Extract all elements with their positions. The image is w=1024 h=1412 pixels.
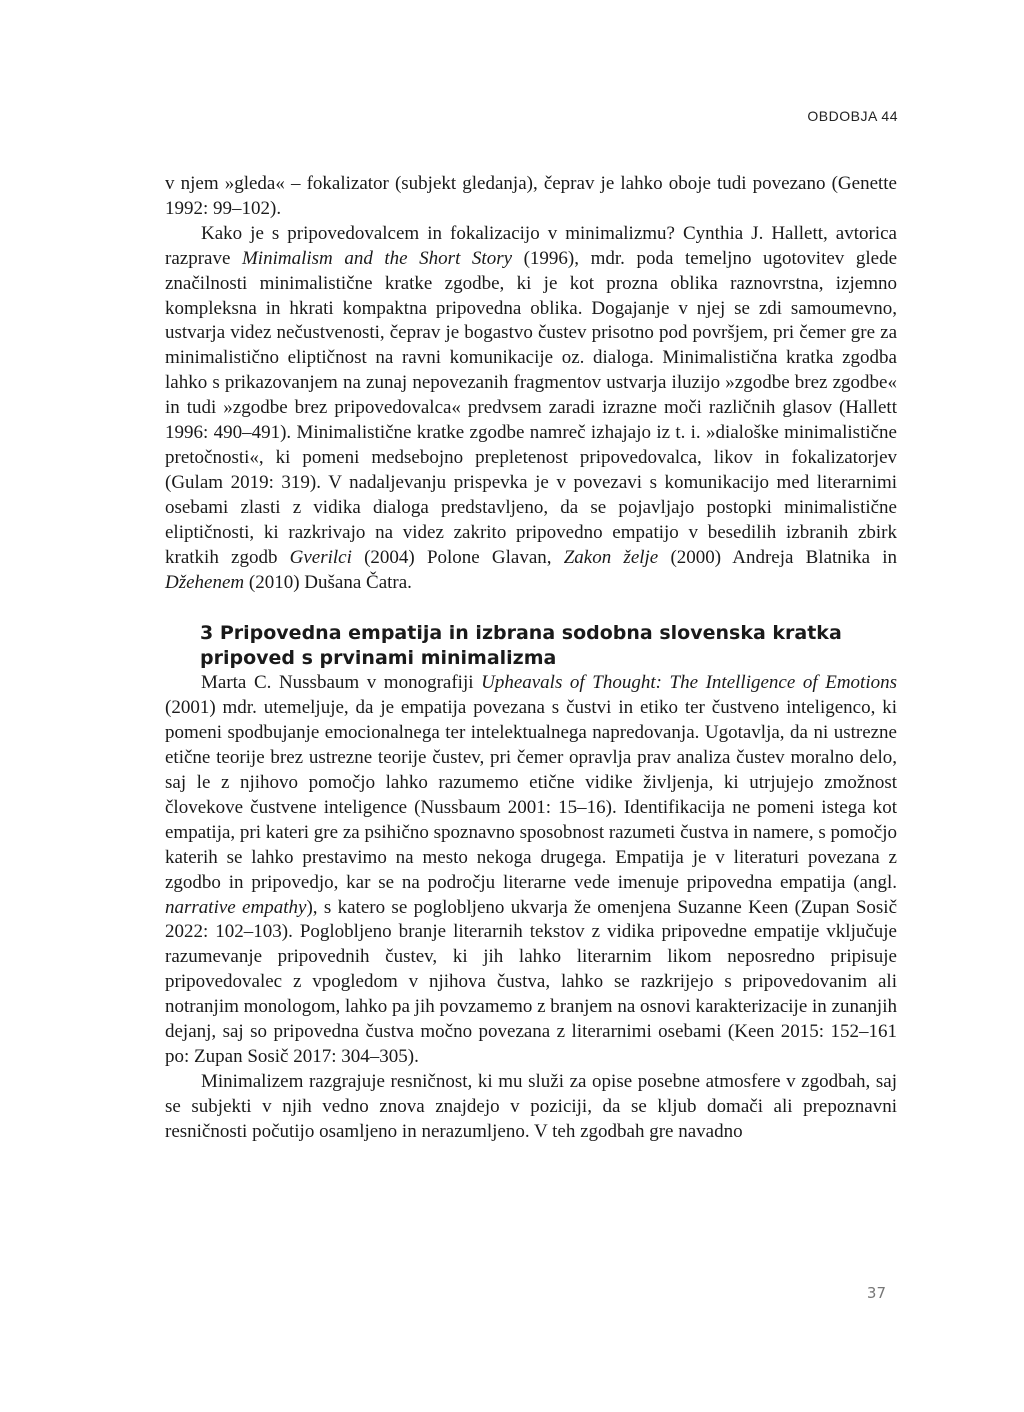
paragraph-3: Marta C. Nussbaum v monografiji Upheavals of Thought: The Intelligence of Emotions (2001) mdr. utemeljuje, da je empatija povezana s čustvi in etiko ter čustveno inteligenco, ki pomeni spodbujanje emocionalnega ter intelektualnega napredovanja. Ugotavlja, da ni ustrezne etične teorije brez ustrezne teorije čustev, pri čemer opravlja prav analiza čustev moralno delo, saj le z njihovo pomočjo lahko razumemo etične vidike življenja, ki utrjujejo zmožnost človekove čustvene inteligence (Nussbaum 2001: 15–16). Identifikacija ne pomeni istega kot empatija, pri kateri gre za psihično spoznavno sposobnost razumeti čustva in namere, s pomočjo katerih se lahko prestavimo na mesto nekoga drugega. Empatija je v literaturi povezana z zgodbo in pripovedjo, kar se na področju literarne vede imenuje pripovedna empatija (angl. narrative empathy), s katero se poglobljeno ukvarja že omenjena Suzanne Keen (Zupan Sosič 2022: 102–103). Poglobljeno branje literarnih tekstov z vidika pripovedne empatije vključuje razumevanje pripovednih čustev, ki jih lahko literarnim likom neposredno pripisuje pripovedovalec z vpogledom v njihova čustva, lahko se razkrijejo s pripovedovanim ali notranjim monologom, lahko pa jih povzamemo z branjem na osnovi karakterizacije in zunanjih dejanj, saj so pripovedna čustva močno povezana z literarnimi osebami (Keen 2015: 152–161 po: Zupan Sosič 2017: 304–305). [165,672,898,1067]
section-heading: 3 Pripovedna empatija in izbrana sodobna slovenska kratka pripoved s prvinami minimalizma [200,622,842,670]
book-title-dzehenem: Džehenem [165,571,245,593]
page-number: 37 [866,1284,886,1302]
term-narrative-empathy: narrative empathy [165,896,307,918]
paragraph-1: v njem »gleda« – fokalizator (subjekt gledanja), čeprav je lahko oboje tudi povezano (Genette 1992: 99–102). [165,173,897,219]
paragraph-4: Minimalizem razgrajuje resničnost, ki mu služi za opise posebne atmosfere v zgodbah, saj se subjekti v njih vedno znova znajdejo v poziciji, da se kljub domači ali prepoznavni resničnosti počutijo osamljeno in nerazumljeno. V teh zgodbah gre navadno [165,1070,897,1142]
book-title-upheavals: Upheavals of Thought: The Intelligence of Emotions [481,672,897,694]
book-title-zakon-zelje: Zakon želje [563,546,659,568]
running-head: OBDOBJA 44 [807,108,898,124]
book-title-gverilci: Gverilci [289,546,352,568]
paragraph-2: Kako je s pripovedovalcem in fokalizacijo v minimalizmu? Cynthia J. Hallett, avtorica razprave Minimalism and the Short Story (1996), mdr. poda temeljno ugotovitev glede značilnosti minimalistične kratke zgodbe, ki je kot prozna oblika raznovrstna, izjemno kompleksna in hkrati kompaktna pripovedna oblika. Dogajanje v njej se zdi samoumevno, ustvarja videz nečustvenosti, čeprav je bogastvo čustev prisotno pod površjem, pri čemer gre za minimalistično eliptičnost na ravni komunikacije oz. dialoga. Minimalistična kratka zgodba lahko s prikazovanjem na zunaj nepovezanih fragmentov ustvarja iluzijo »zgodbe brez zgodbe« in tudi »zgodbe brez pripovedovalca« predvsem zaradi izrazne moči različnih glasov (Hallett 1996: 490–491). Minimalistične kratke zgodbe namreč izhajajo iz t. i. »dialoške minimalistične pretočnosti«, ki pomeni medsebojno prepletenost pripovedovalca, likov in fokalizatorjev (Gulam 2019: 319). V nadaljevanju prispevka je v povezavi s komunikacijo med literarnimi osebami zlasti z vidika dialoga predstavljeno, da se pojavljajo postopki minimalistične eliptičnosti, ki razkrivajo na videz zakrito pripovedno empatijo v besedilih izbranih zbirk kratkih zgodb Gverilci (2004) Polone Glavan, Zakon želje (2000) Andreja Blatnika in Džehenem (2010) Dušana Čatra. [165,222,897,593]
book-title-minimalism: Minimalism and the Short Story [241,247,513,269]
body-text [165,172,897,1145]
